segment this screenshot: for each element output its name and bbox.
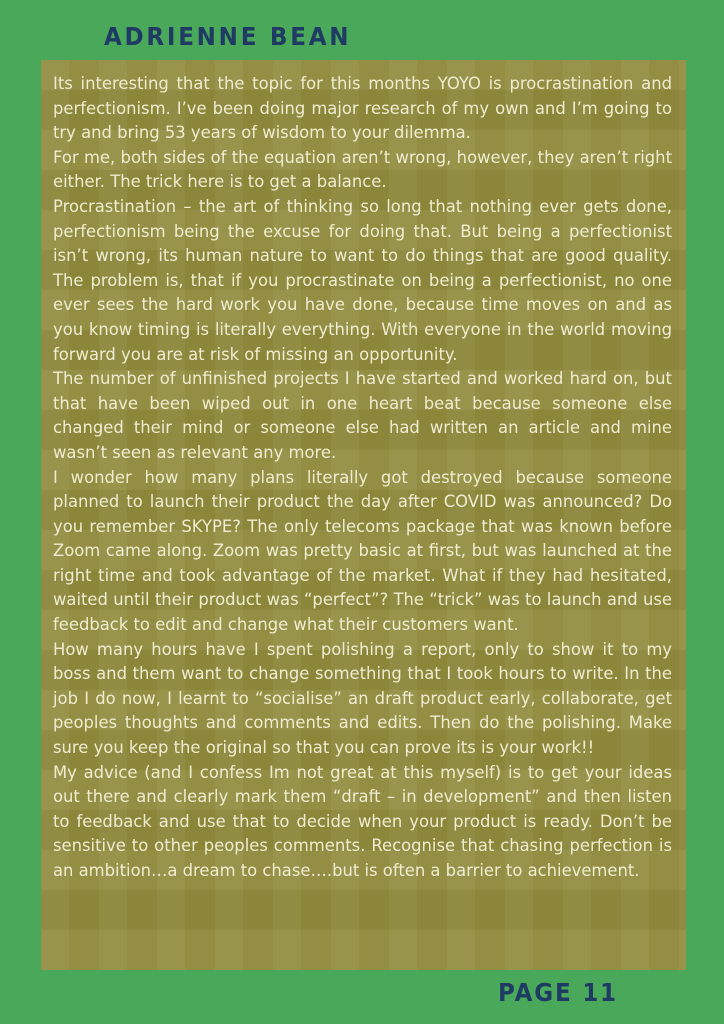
article-paragraph: How many hours have I spent polishing a report, only to show it to my boss and them want to change something that I took hours to write. In the job I do now, I learnt to “socialise” an draft product early, collaborate, get peoples thoughts and comments and edits. Then do the polishing. Make sure you keep the original so that you can prove its is your work!! [53, 639, 672, 758]
author-name: ADRIENNE BEAN [104, 22, 352, 51]
article-panel [41, 60, 686, 970]
article-paragraph: I wonder how many plans literally got destroyed because someone planned to launch their product the day after COVID was announced? Do you remember SKYPE? The only telecoms package that was known before Zoom came along. Zoom was pretty basic at first, but was launched at the right time and took advantage of the market. What if they had hesitated, waited until their product was “perfect”? The “trick” was to launch and use feedback to edit and change what their customers want. [53, 467, 672, 635]
article-paragraph: Its interesting that the topic for this months YOYO is procrastination and perfectionism. I’ve been doing major research of my own and I’m going to try and bring 53 years of wisdom to your dilemma. [53, 74, 672, 143]
page-number: PAGE 11 [498, 978, 619, 1007]
article-paragraph: The number of unfinished projects I have started and worked hard on, but that have been wiped out in one heart beat because someone else changed their mind or someone else had written an article and mine wasn’t seen as relevant any more. [53, 369, 672, 462]
article-paragraph: Procrastination – the art of thinking so long that nothing ever gets done, perfectionism being the excuse for doing that. But being a perfectionist isn’t wrong, its human nature to want to do things that are good quality. The problem is, that if you procrastinate on being a perfectionist, no one ever sees the hard work you have done, because time moves on and as you know timing is literally everything. With everyone in the world moving forward you are at risk of missing an opportunity. [53, 196, 672, 364]
article-paragraph: For me, both sides of the equation aren’t wrong, however, they aren’t right either. The trick here is to get a balance. [53, 147, 672, 192]
article-paragraph: My advice (and I confess Im not great at this myself) is to get your ideas out there and clearly mark them “draft – in development” and then listen to feedback and use that to decide when your product is ready. Don’t be sensitive to other peoples comments. Recognise that chasing perfection is an ambition…a dream to chase….but is often a barrier to achievement. [53, 762, 672, 880]
